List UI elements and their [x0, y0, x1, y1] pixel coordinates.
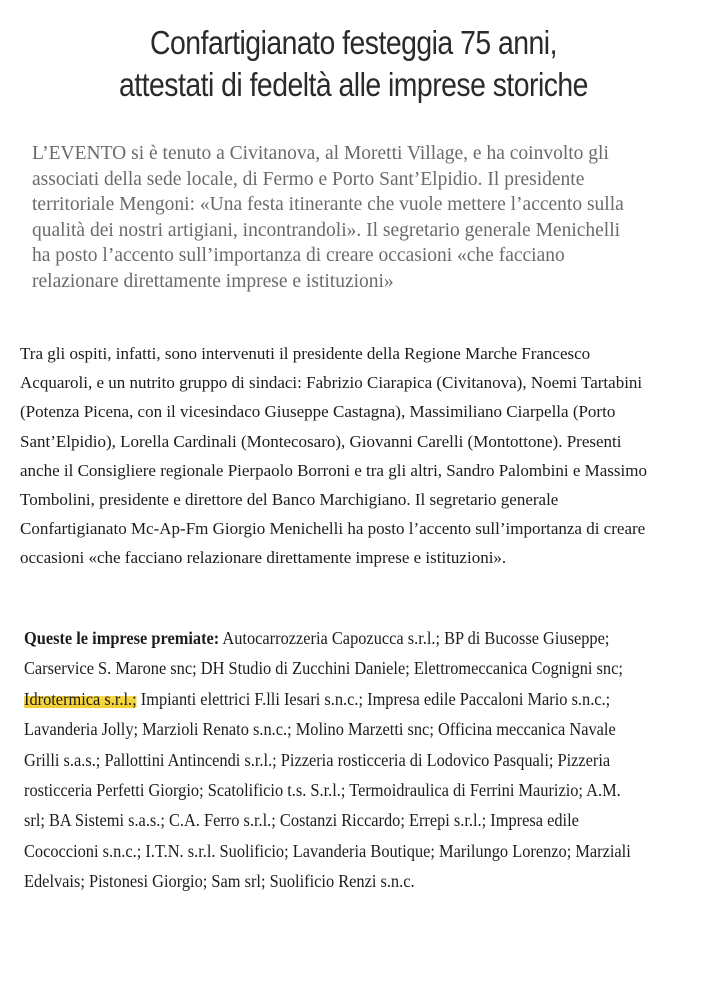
headline-line-2: attestati di fedeltà alle imprese storiche: [119, 66, 588, 103]
companies-line: Grilli s.a.s.; Pallottini Antincendi s.r.l.; Pizzeria rosticceria di Lodovico Pasquali; Pizzeria: [24, 749, 611, 770]
body-line: Confartigianato Mc-Ap-Fm Giorgio Menichelli ha posto l’accento sull’importanza di creare: [20, 519, 646, 539]
headline-line-1: Confartigianato festeggia 75 anni,: [150, 24, 557, 61]
article-headline: [67, 22, 641, 106]
body-line: Tombolini, presidente e direttore del Banco Marchigiano. Il segretario generale: [20, 490, 559, 510]
lead-line: associati della sede locale, di Fermo e Porto Sant’Elpidio. Il presidente: [32, 168, 585, 190]
body-line: (Potenza Picena, con il vicesindaco Giuseppe Castagna), Massimiliano Ciarpella (Porto: [20, 402, 616, 422]
highlighted-company: Idrotermica s.r.l.;: [24, 688, 137, 709]
companies-line: Carservice S. Marone snc; DH Studio di Zucchini Daniele; Elettromeccanica Cognigni snc;: [24, 658, 623, 679]
companies-text: Impianti elettrici F.lli Iesari s.n.c.; Impresa edile Paccaloni Mario s.n.c.;: [136, 688, 611, 709]
body-line: Tra gli ospiti, infatti, sono intervenuti il presidente della Regione Marche Francesco: [20, 344, 591, 363]
companies-line: srl; BA Sistemi s.a.s.; C.A. Ferro s.r.l.; Costanzi Riccardo; Errepi s.r.l.; Impresa edile: [24, 810, 579, 831]
lead-line: territoriale Mengoni: «Una festa itinerante che vuole mettere l’accento sulla: [32, 194, 624, 216]
lead-line: relazionare direttamente imprese e istituzioni»: [32, 270, 394, 292]
companies-line: [24, 623, 649, 653]
lead-line: L’EVENTO si è tenuto a Civitanova, al Moretti Village, e ha coinvolto gli: [32, 143, 609, 164]
lead-line: qualità dei nostri artigiani, incontrandoli». Il segretario generale Menichelli: [32, 219, 621, 241]
companies-line: rosticceria Perfetti Giorgio; Scatolificio t.s. S.r.l.; Termoidraulica di Ferrini Maurizio; A.M.: [24, 780, 621, 801]
body-line: anche il Consigliere regionale Pierpaolo Borroni e tra gli altri, Sandro Palombini e Massimo: [20, 460, 647, 480]
companies-line: [24, 684, 649, 714]
companies-intro: Queste le imprese premiate:: [24, 628, 220, 648]
companies-line: Cococcioni s.n.c.; I.T.N. s.r.l. Suolificio; Lavanderia Boutique; Marilungo Lorenzo; Marziali: [24, 840, 631, 861]
body-line: Acquaroli, e un nutrito gruppo di sindaci: Fabrizio Ciarapica (Civitanova), Noemi Tartabini: [20, 373, 643, 393]
article-lead: [32, 141, 692, 295]
lead-line: ha posto l’accento sull’importanza di creare occasioni «che facciano: [32, 245, 565, 267]
body-line: occasioni «che facciano relazionare direttamente imprese e istituzioni».: [20, 548, 507, 568]
companies-line: Lavanderia Jolly; Marzioli Renato s.n.c.; Molino Marzetti snc; Officina meccanica Navale: [24, 719, 616, 740]
companies-line: Edelvais; Pistonesi Giorgio; Sam srl; Suolificio Renzi s.n.c.: [24, 871, 415, 892]
article-body-paragraph: [20, 339, 690, 573]
body-line: Sant’Elpidio), Lorella Cardinali (Montecosaro), Giovanni Carelli (Montottone). Presenti: [20, 431, 622, 451]
companies-text: Autocarrozzeria Capozucca s.r.l.; BP di Bucosse Giuseppe;: [219, 628, 610, 648]
awarded-companies-paragraph: [24, 623, 649, 897]
